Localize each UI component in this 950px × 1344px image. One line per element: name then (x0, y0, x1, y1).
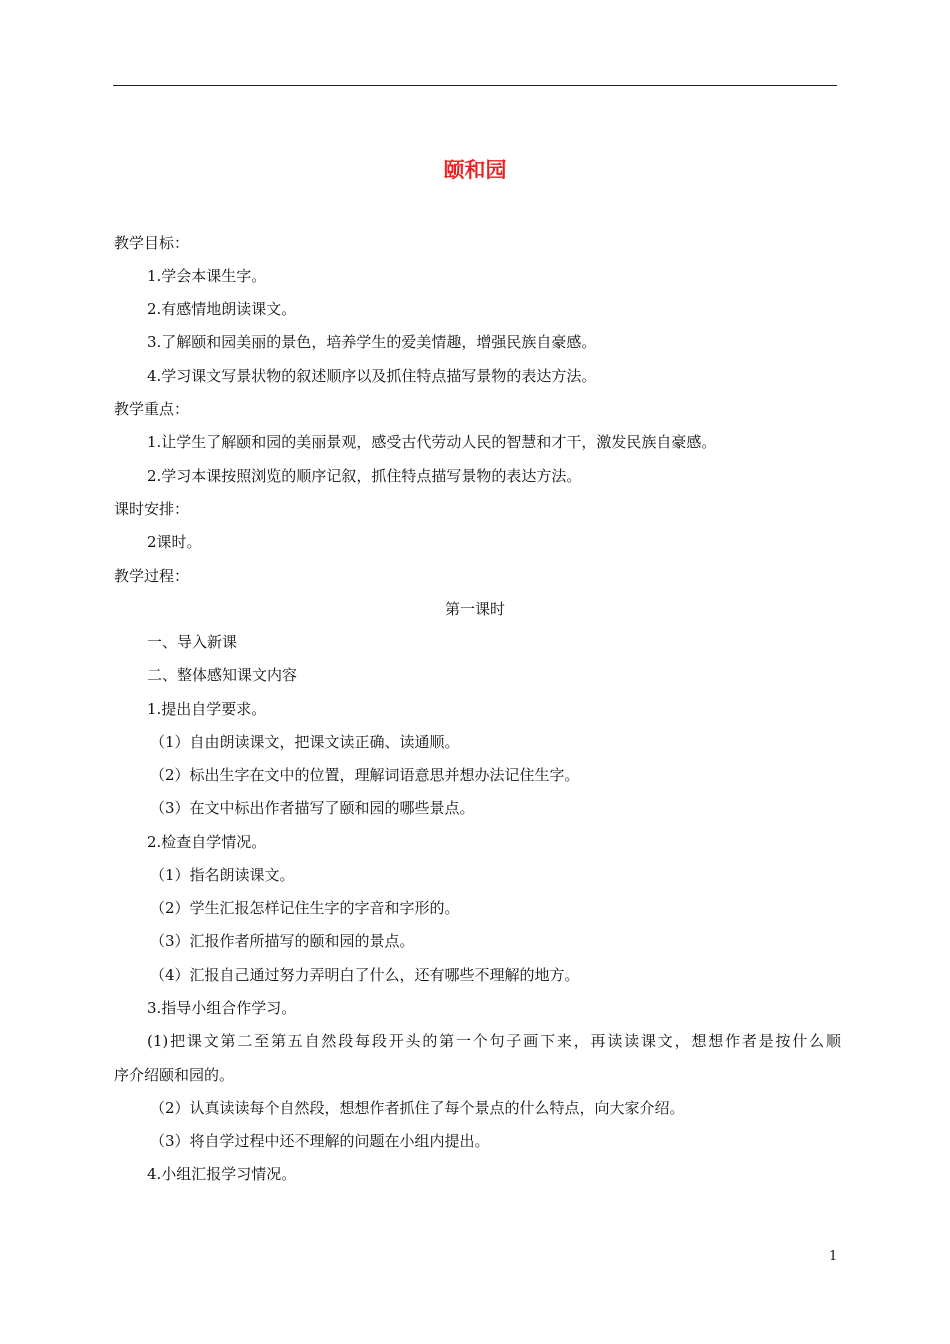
substep-heading: 2.检查自学情况。 (147, 833, 267, 851)
substep-heading: 4.小组汇报学习情况。 (147, 1165, 297, 1183)
step-heading: 二、整体感知课文内容 (147, 666, 298, 684)
goal-item: 3.了解颐和园美丽的景色，培养学生的爱美情趣，增强民族自豪感。 (147, 333, 597, 351)
goals-heading: 教学目标： (114, 234, 190, 252)
focus-item: 2.学习本课按照浏览的顺序记叙，抓住特点描写景物的表达方法。 (147, 467, 582, 485)
goal-item: 2.有感情地朗读课文。 (147, 300, 297, 318)
goal-item: 1.学会本课生字。 (147, 267, 267, 285)
list-item: （2）标出生字在文中的位置，理解词语意思并想办法记住生字。 (150, 766, 580, 784)
focus-heading: 教学重点： (114, 400, 190, 418)
list-item-line: (1)把课文第二至第五自然段每段开头的第一个句子画下来，再读读课文，想想作者是按什么顺 (147, 1032, 841, 1050)
list-item: （3）汇报作者所描写的颐和园的景点。 (150, 932, 415, 950)
list-item: （4）汇报自己通过努力弄明白了什么，还有哪些不理解的地方。 (150, 966, 580, 984)
page-number: 1 (829, 1249, 838, 1264)
document-title: 颐和园 (443, 158, 507, 182)
list-item: （3）将自学过程中还不理解的问题在小组内提出。 (150, 1132, 490, 1150)
list-item: （1）指名朗读课文。 (150, 866, 295, 884)
process-heading: 教学过程： (114, 567, 190, 585)
header-rule (113, 85, 837, 86)
list-item-line: 序介绍颐和园的。 (114, 1066, 235, 1084)
focus-item: 1.让学生了解颐和园的美丽景观，感受古代劳动人民的智慧和才干，激发民族自豪感。 (147, 433, 717, 451)
schedule-heading: 课时安排： (114, 500, 190, 518)
list-item: （3）在文中标出作者描写了颐和园的哪些景点。 (150, 799, 475, 817)
list-item: （2）学生汇报怎样记住生字的字音和字形的。 (150, 899, 460, 917)
step-heading: 一、导入新课 (147, 633, 238, 651)
substep-heading: 1.提出自学要求。 (147, 700, 267, 718)
lesson-title: 第一课时 (444, 600, 505, 618)
list-item: （2）认真读读每个自然段，想想作者抓住了每个景点的什么特点，向大家介绍。 (150, 1099, 685, 1117)
substep-heading: 3.指导小组合作学习。 (147, 999, 297, 1017)
list-item: （1）自由朗读课文，把课文读正确、读通顺。 (150, 733, 460, 751)
schedule-text: 2课时。 (147, 533, 202, 551)
goal-item: 4.学习课文写景状物的叙述顺序以及抓住特点描写景物的表达方法。 (147, 367, 597, 385)
